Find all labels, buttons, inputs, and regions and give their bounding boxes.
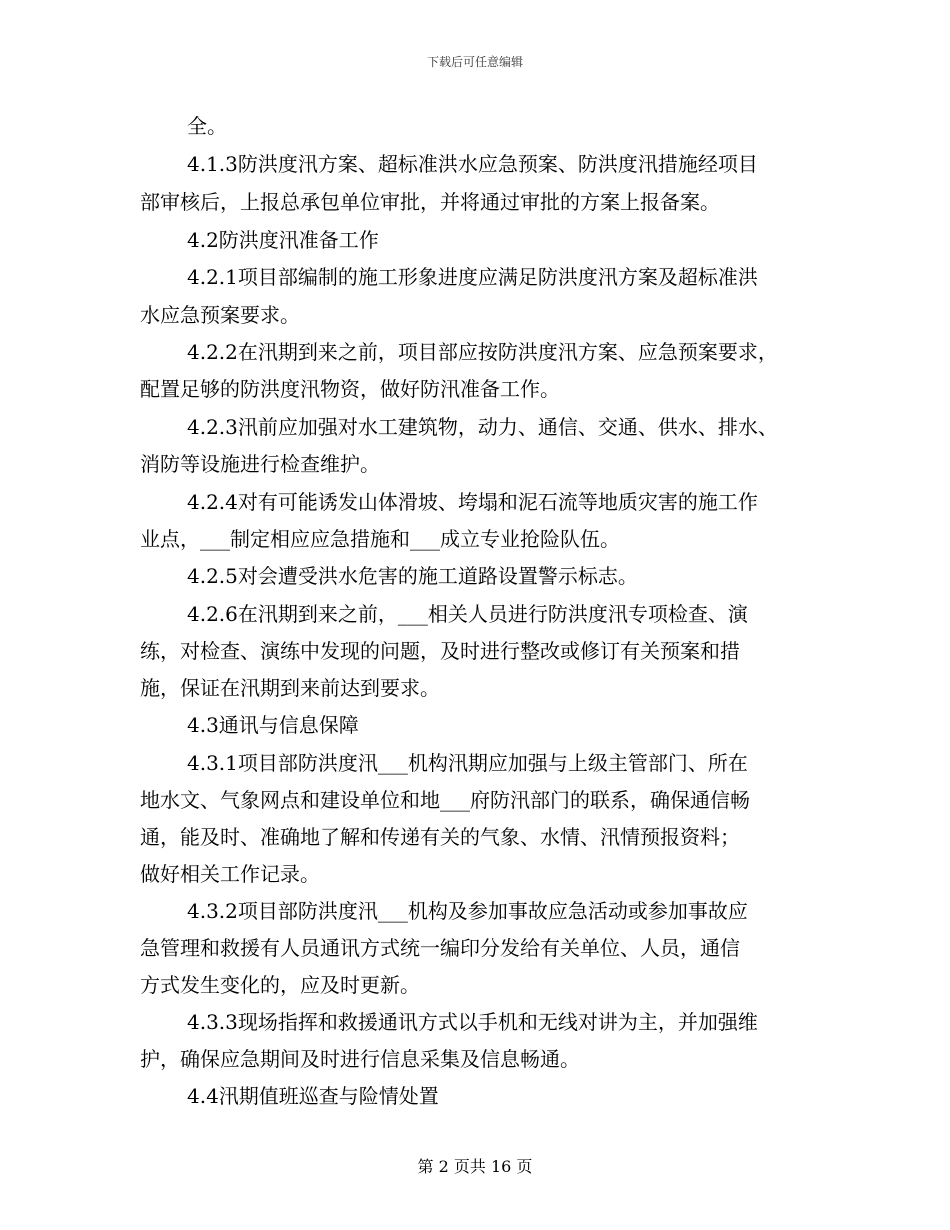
- text-line: 4.2.5对会遭受洪水危害的施工道路设置警示标志。: [187, 564, 638, 588]
- text-line: 4.3.2项目部防洪度汛___机构及参加事故应急活动或参加事故应: [187, 899, 748, 923]
- section-heading: 4.4汛期值班巡查与险情处置: [187, 1084, 439, 1108]
- text-line: 地水文、气象网点和建设单位和地___府防汛部门的联系，确保通信畅: [140, 788, 750, 812]
- text-line: 急管理和救援有人员通讯方式统一编印分发给有关单位、人员，通信: [140, 936, 740, 960]
- text-line: 4.3.1项目部防洪度汛___机构汛期应加强与上级主管部门、所在: [187, 751, 748, 775]
- text-line: 4.2.2在汛期到来之前，项目部应按防洪度汛方案、应急预案要求，: [187, 340, 778, 364]
- text-line: 4.2.4对有可能诱发山体滑坡、垮塌和泥石流等地质灾害的施工作: [187, 490, 758, 514]
- text-line: 方式发生变化的，应及时更新。: [140, 973, 420, 997]
- text-line: 通，能及时、准确地了解和传递有关的气象、水情、汛情预报资料；: [140, 825, 740, 849]
- text-line: 护，确保应急期间及时进行信息采集及信息畅通。: [140, 1047, 580, 1071]
- page-number: 第 2 页共 16 页: [417, 1157, 533, 1176]
- section-heading: 4.2防洪度汛准备工作: [187, 228, 379, 252]
- text-line: 4.2.1项目部编制的施工形象进度应满足防洪度汛方案及超标准洪: [187, 265, 758, 289]
- text-line: 4.2.6在汛期到来之前，___相关人员进行防洪度汛专项检查、演: [187, 602, 748, 626]
- text-line: 全。: [187, 114, 227, 138]
- text-line: 配置足够的防洪度汛物资，做好防汛准备工作。: [140, 377, 560, 401]
- page-header: 下载后可任意编辑: [426, 55, 523, 69]
- section-heading: 4.3通讯与信息保障: [187, 713, 359, 737]
- text-line: 4.1.3防洪度汛方案、超标准洪水应急预案、防洪度汛措施经项目: [187, 152, 758, 176]
- text-line: 4.3.3现场指挥和救援通讯方式以手机和无线对讲为主，并加强维: [187, 1010, 758, 1034]
- text-line: 练，对检查、演练中发现的问题，及时进行整改或修订有关预案和措: [140, 639, 740, 663]
- text-line: 消防等设施进行检查维护。: [140, 452, 380, 476]
- text-line: 做好相关工作记录。: [140, 862, 320, 886]
- text-line: 水应急预案要求。: [140, 303, 300, 327]
- text-line: 施，保证在汛期到来前达到要求。: [140, 676, 440, 700]
- text-line: 4.2.3汛前应加强对水工建筑物，动力、通信、交通、供水、排水、: [187, 415, 778, 439]
- text-line: 部审核后，上报总承包单位审批，并将通过审批的方案上报备案。: [140, 190, 720, 214]
- text-line: 业点，___制定相应应急措施和___成立专业抢险队伍。: [140, 527, 620, 551]
